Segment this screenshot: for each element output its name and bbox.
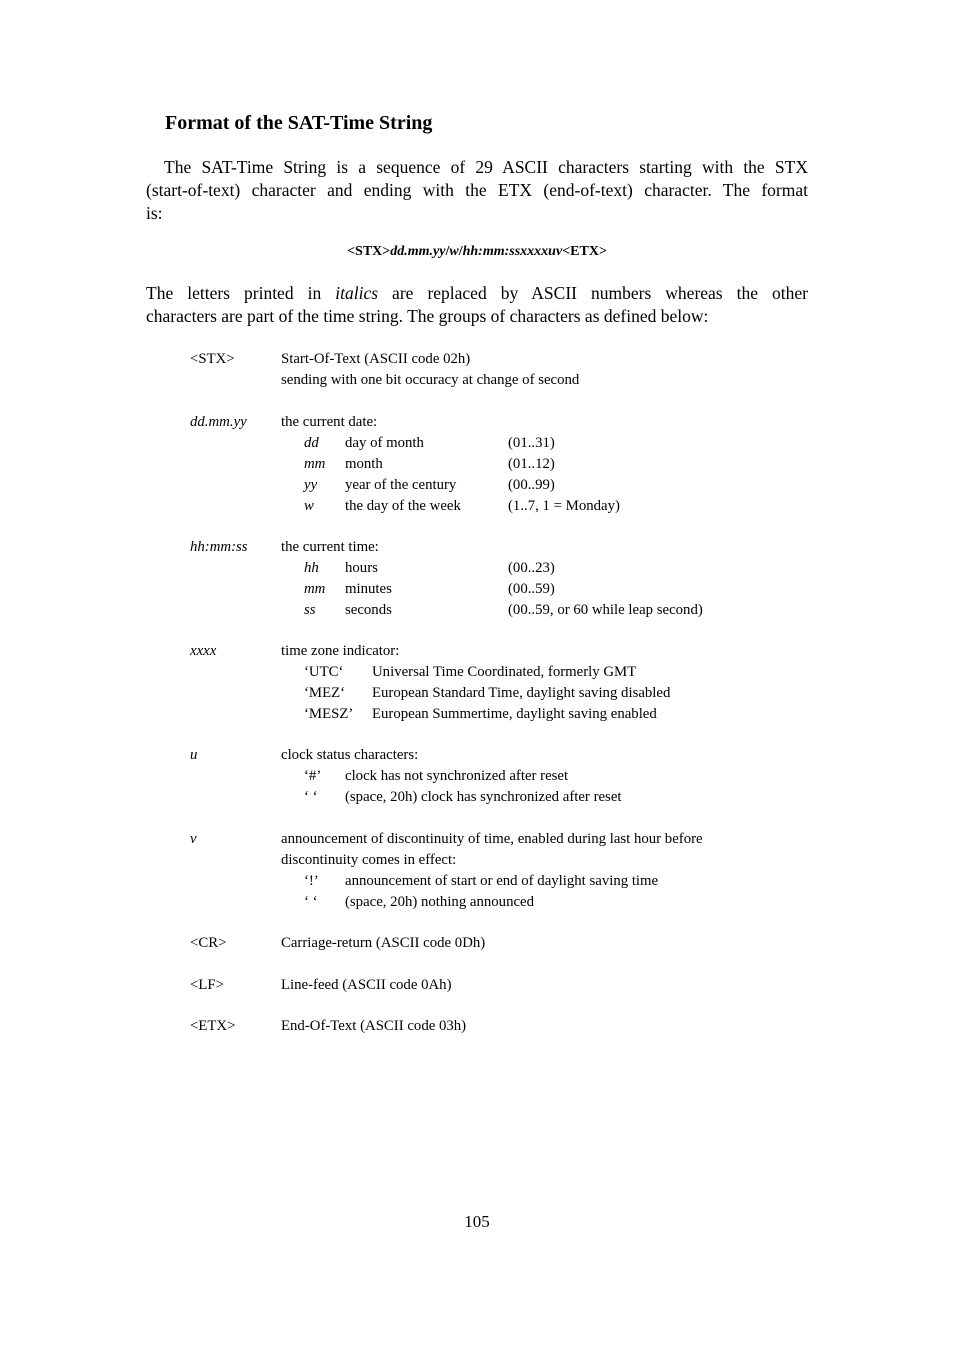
- intro-line: (start-of-text) character and ending with the ETX (end-of-text) character. The format: [146, 180, 808, 200]
- date-range: (1..7, 1 = Monday): [508, 498, 620, 514]
- time-range: (00..23): [508, 560, 555, 576]
- date-code: dd: [304, 435, 319, 451]
- format-stx: <STX>: [347, 244, 391, 259]
- format-date: dd.mm.yy: [390, 244, 446, 259]
- date-range: (01..31): [508, 435, 555, 451]
- announce-text: announcement of start or end of daylight saving time: [345, 873, 659, 889]
- explanation-line: characters are part of the time string. The groups of characters as defined below:: [146, 306, 709, 326]
- date-code: w: [304, 498, 314, 514]
- time-code: mm: [304, 581, 326, 597]
- desc-cr: Carriage-return (ASCII code 0Dh): [281, 935, 486, 951]
- desc-date: the current date:: [281, 414, 378, 430]
- desc-announce-cont: discontinuity comes in effect:: [281, 852, 457, 868]
- date-range: (01..12): [508, 456, 555, 472]
- date-name: the day of the week: [345, 498, 461, 514]
- status-code: ‘ ‘: [304, 789, 318, 805]
- time-name: seconds: [345, 602, 392, 618]
- term-date: dd.mm.yy: [190, 414, 247, 430]
- zone-code: ‘MEZ‘: [304, 685, 346, 701]
- date-range: (00..99): [508, 477, 555, 493]
- desc-stx-note: sending with one bit occuracy at change of second: [281, 372, 580, 388]
- time-range: (00..59): [508, 581, 555, 597]
- explanation-paragraph: [146, 282, 808, 328]
- zone-code: ‘UTC‘: [304, 664, 344, 680]
- format-separator: /: [458, 244, 463, 259]
- date-code: mm: [304, 456, 326, 472]
- zone-text: Universal Time Coordinated, formerly GMT: [372, 664, 637, 680]
- term-stx: <STX>: [190, 351, 235, 367]
- desc-announce: announcement of discontinuity of time, enabled during last hour before: [281, 831, 703, 847]
- date-name: month: [345, 456, 383, 472]
- term-zone: xxxx: [190, 643, 217, 659]
- intro-paragraph: [146, 156, 808, 225]
- intro-line: is:: [146, 203, 163, 223]
- desc-zone: time zone indicator:: [281, 643, 400, 659]
- zone-text: European Summertime, daylight saving enabled: [372, 706, 657, 722]
- format-time: hh:mm:ssxxxxuv: [462, 244, 563, 259]
- time-name: hours: [345, 560, 378, 576]
- desc-stx: Start-Of-Text (ASCII code 02h): [281, 351, 471, 367]
- desc-status: clock status characters:: [281, 747, 419, 763]
- format-separator: /: [445, 244, 450, 259]
- status-text: (space, 20h) clock has synchronized after reset: [345, 789, 622, 805]
- time-code: ss: [304, 602, 316, 618]
- format-string: [0, 244, 954, 260]
- time-name: minutes: [345, 581, 392, 597]
- desc-lf: Line-feed (ASCII code 0Ah): [281, 977, 452, 993]
- term-lf: <LF>: [190, 977, 224, 993]
- term-cr: <CR>: [190, 935, 227, 951]
- desc-etx: End-Of-Text (ASCII code 03h): [281, 1018, 467, 1034]
- section-heading: Format of the SAT-Time String: [165, 112, 433, 134]
- term-etx: <ETX>: [190, 1018, 236, 1034]
- italics-word: italics: [335, 283, 379, 303]
- status-text: clock has not synchronized after reset: [345, 768, 569, 784]
- format-etx: <ETX>: [562, 244, 607, 259]
- status-code: ‘#’: [304, 768, 322, 784]
- format-weekday: w: [449, 244, 459, 259]
- announce-code: ‘!’: [304, 873, 319, 889]
- announce-code: ‘ ‘: [304, 894, 318, 910]
- date-code: yy: [304, 477, 318, 493]
- time-code: hh: [304, 560, 319, 576]
- term-status: u: [190, 747, 198, 763]
- intro-line: The SAT-Time String is a sequence of 29 ASCII characters starting with the STX: [164, 157, 808, 177]
- page-number: 105: [464, 1212, 490, 1231]
- date-name: year of the century: [345, 477, 457, 493]
- date-name: day of month: [345, 435, 424, 451]
- announce-text: (space, 20h) nothing announced: [345, 894, 535, 910]
- desc-time: the current time:: [281, 539, 379, 555]
- zone-text: European Standard Time, daylight saving disabled: [372, 685, 671, 701]
- term-time: hh:mm:ss: [190, 539, 248, 555]
- explanation-line: The letters printed in italics are replaced by ASCII numbers whereas the other: [146, 283, 808, 303]
- zone-code: ‘MESZ’: [304, 706, 354, 722]
- time-range: (00..59, or 60 while leap second): [508, 602, 703, 618]
- term-announce: v: [190, 831, 197, 847]
